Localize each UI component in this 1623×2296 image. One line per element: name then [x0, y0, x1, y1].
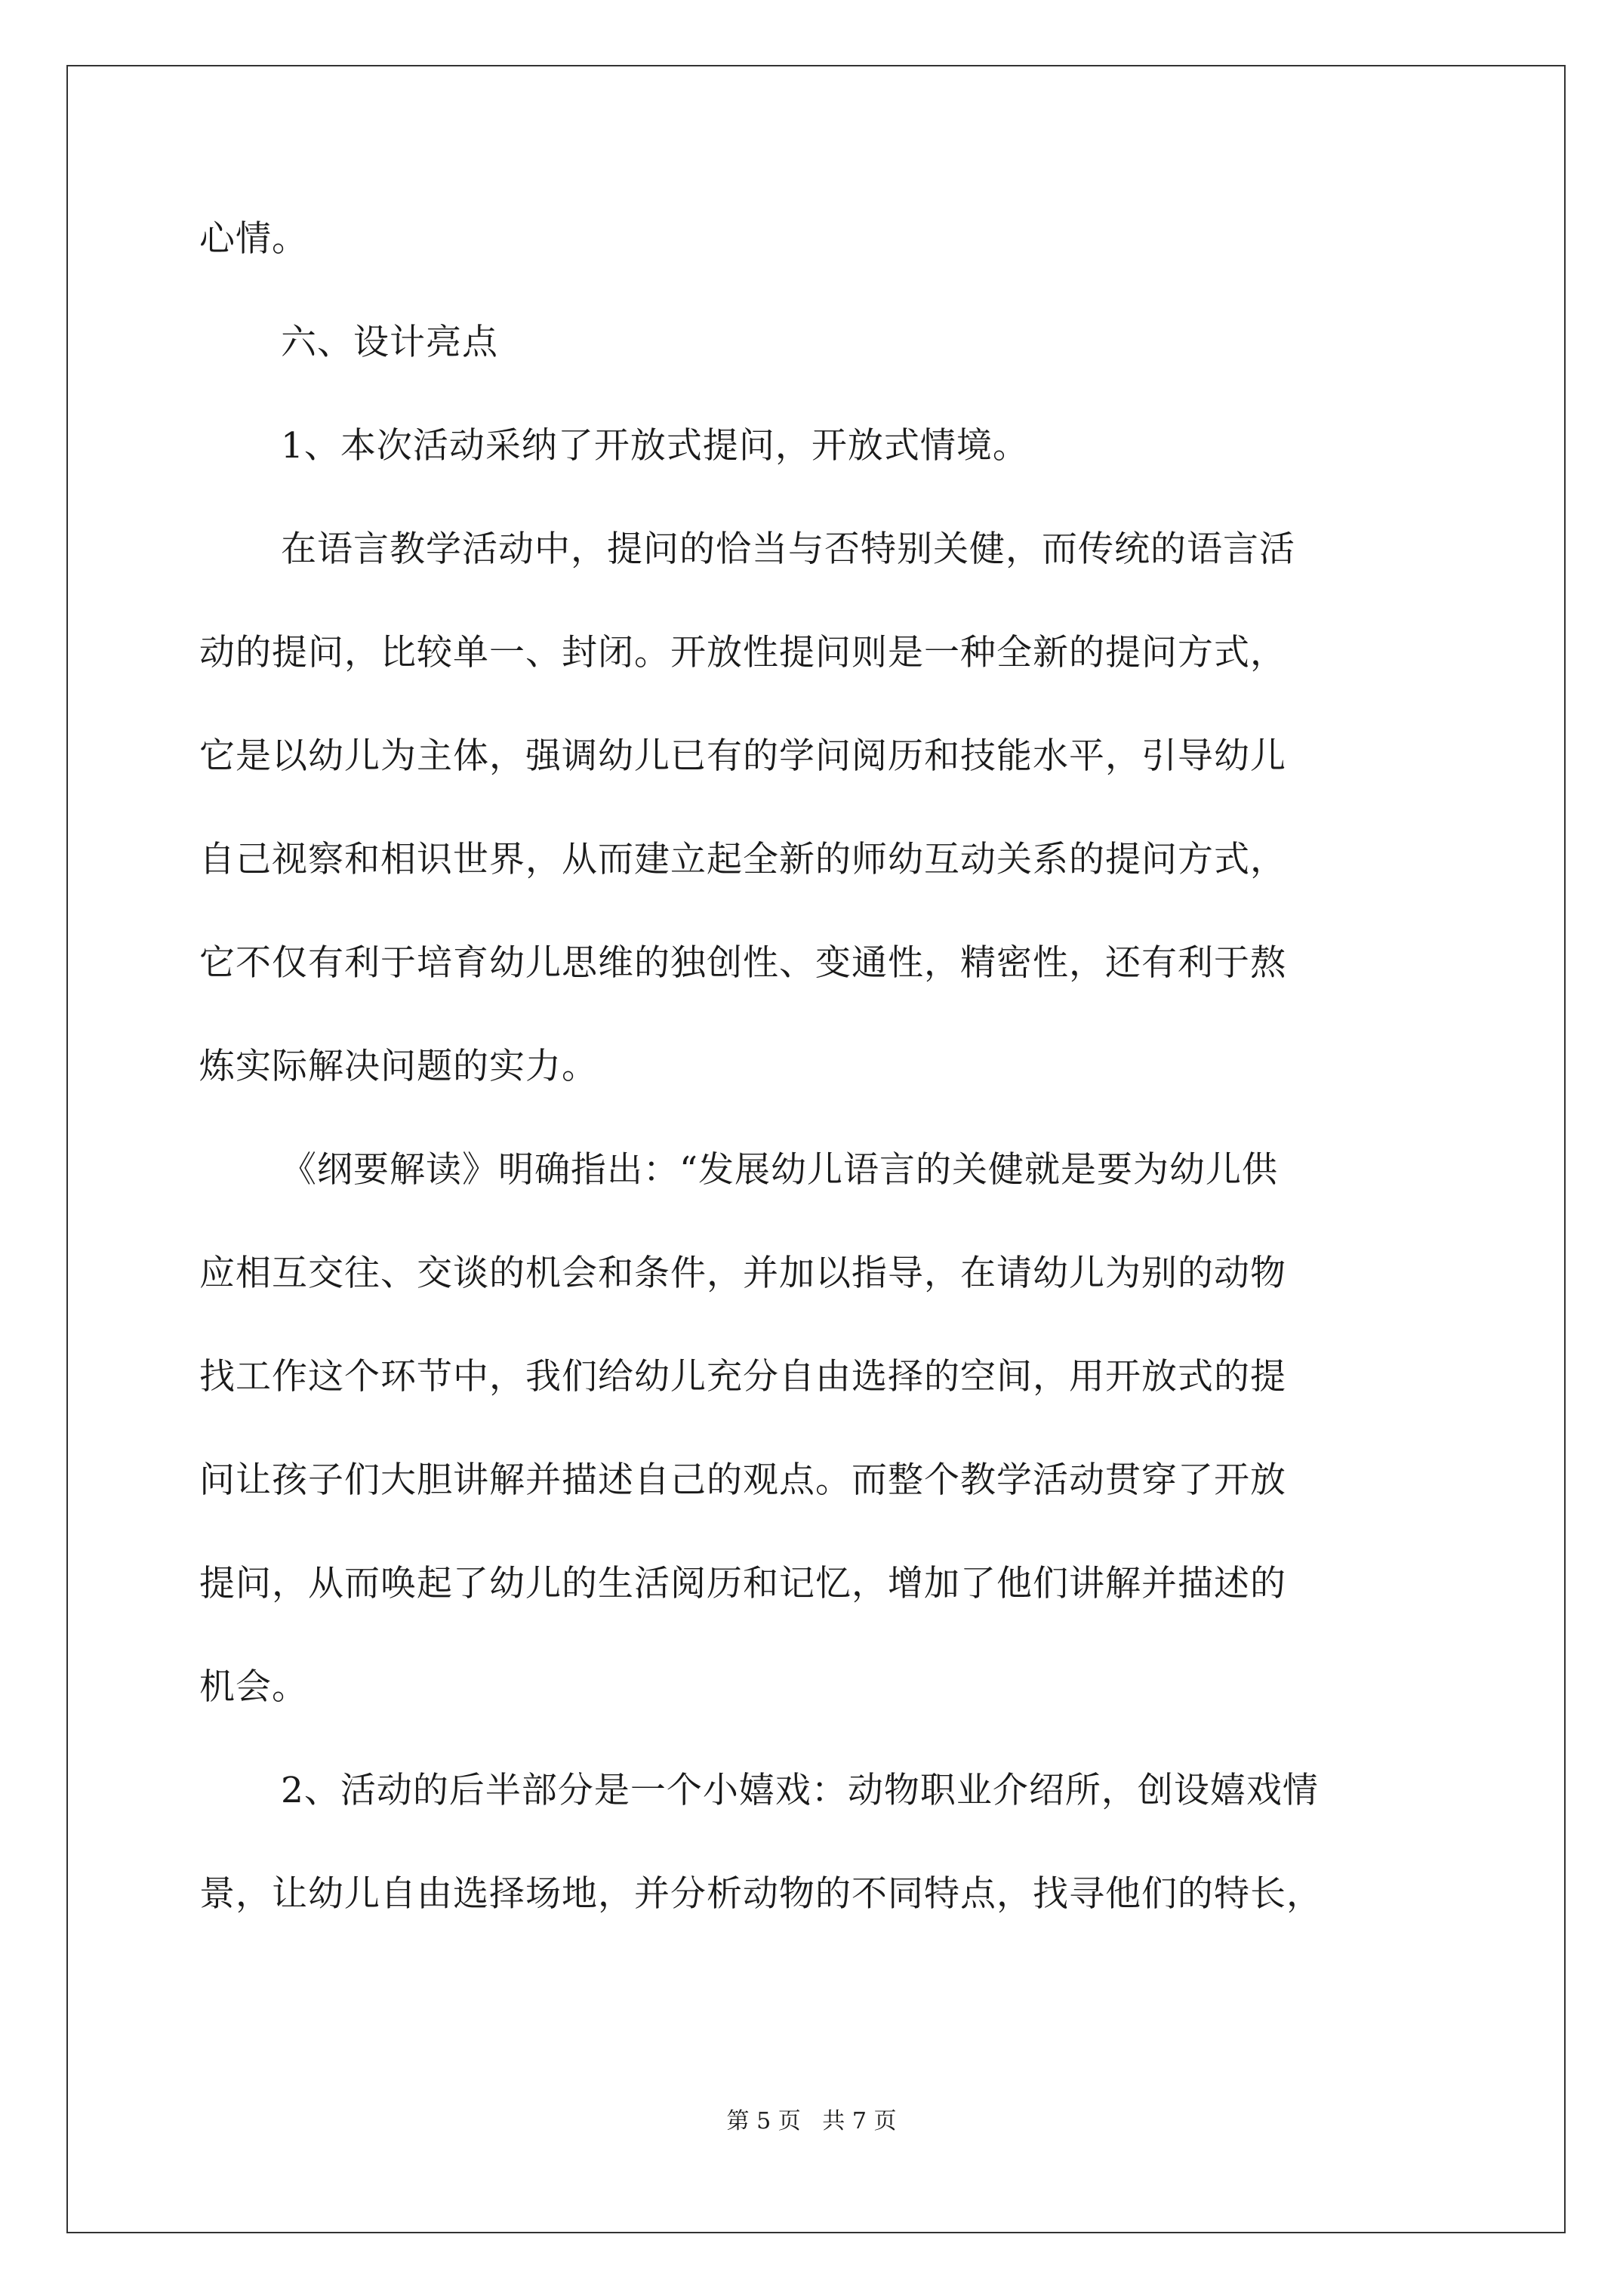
page-number: 第 5 页 共 7 页 [726, 2108, 897, 2134]
text-line: 它不仅有利于培育幼儿思维的独创性、变通性，精密性，还有利于熬 [199, 942, 1286, 984]
text-line: 提问，从而唤起了幼儿的生活阅历和记忆，增加了他们讲解并描述的 [199, 1563, 1286, 1604]
text-line: 机会。 [199, 1666, 308, 1708]
text-line: 动的提问，比较单一、封闭。开放性提问则是一种全新的提问方式， [199, 632, 1286, 673]
text-line: 炼实际解决问题的实力。 [199, 1046, 598, 1087]
text-line: 心情。 [199, 218, 308, 260]
text-line: 2、活动的后半部分是一个小嬉戏：动物职业介绍所，创设嬉戏情 [281, 1770, 1319, 1811]
text-line: 景，让幼儿自由选择场地，并分析动物的不同特点，找寻他们的特长， [199, 1873, 1323, 1915]
text-line: 它是以幼儿为主体，强调幼儿已有的学问阅历和技能水平，引导幼儿 [199, 735, 1286, 777]
text-line: 1、本次活动采纳了开放式提问，开放式情境。 [281, 425, 1029, 467]
text-line: 问让孩子们大胆讲解并描述自己的观点。而整个教学活动贯穿了开放 [199, 1459, 1286, 1501]
text-line: 在语言教学活动中，提问的恰当与否特别关健，而传统的语言活 [281, 529, 1295, 570]
text-line: 《纲要解读》明确指出：“发展幼儿语言的关健就是要为幼儿供 [281, 1149, 1279, 1191]
text-line: 找工作这个环节中，我们给幼儿充分自由选择的空间，用开放式的提 [199, 1356, 1286, 1398]
section-heading: 六、设计亮点 [281, 322, 498, 363]
text-line: 自己视察和相识世界，从而建立起全新的师幼互动关系的提问方式， [199, 839, 1286, 880]
text-line: 应相互交往、交谈的机会和条件，并加以指导，在请幼儿为别的动物 [199, 1253, 1286, 1294]
